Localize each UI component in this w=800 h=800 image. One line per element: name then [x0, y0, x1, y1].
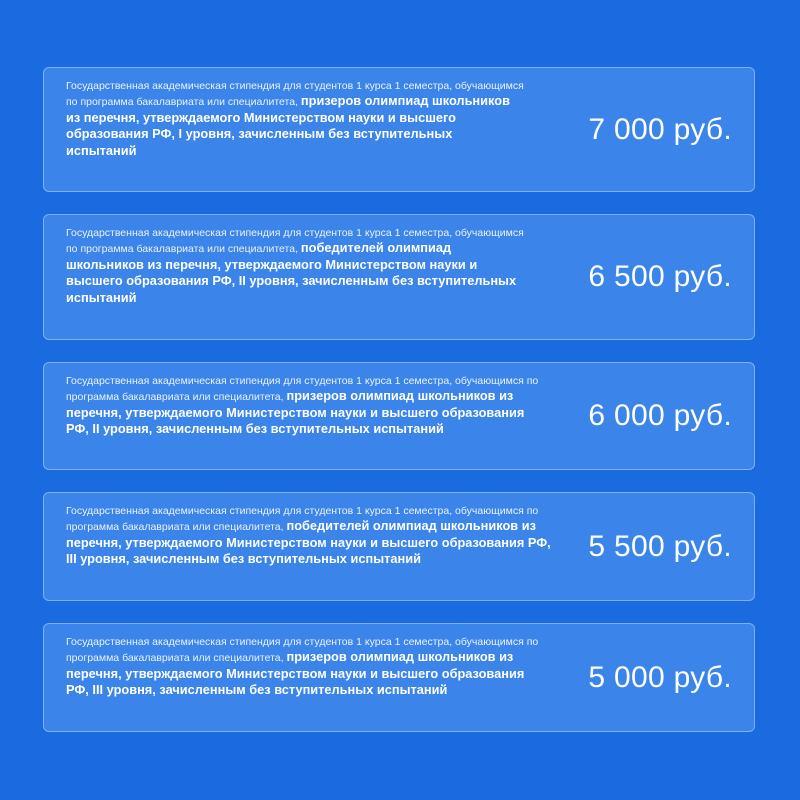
scholarship-description	[66, 227, 526, 306]
scholarship-description	[66, 375, 546, 438]
description-intro: Государственная академическая стипендия для студентов 1 курса 1 семестра, обучающимся по программа бакалавриата или специалитета,	[66, 80, 524, 108]
description-category: призеров олимпиад школьников из перечня, утверждаемого Министерством науки и высшего образования РФ, III уровня, зачисленным без вступительных испытаний	[66, 649, 525, 697]
scholarship-description	[66, 636, 546, 699]
scholarship-amount: 5 500 руб.	[588, 529, 732, 563]
scholarship-card	[43, 362, 755, 470]
description-category: победителей олимпиад школьников из перечня, утверждаемого Министерством науки и высшего образования РФ, III уровня, зачисленным без вступительных испытаний	[66, 518, 551, 566]
scholarship-amount: 6 500 руб.	[588, 260, 732, 293]
scholarship-amount: 7 000 руб.	[588, 112, 732, 146]
scholarship-card	[43, 492, 755, 601]
description-category: призеров олимпиад школьников из перечня, утверждаемого Министерством науки и высшего образования РФ, II уровня, зачисленным без вступительных испытаний	[66, 388, 525, 436]
scholarship-amount: 5 000 руб.	[588, 660, 732, 694]
description-category: победителей олимпиад школьников из перечня, утверждаемого Министерством науки и высшего образования РФ, II уровня, зачисленным без вступительных испытаний	[66, 240, 517, 305]
description-intro: Государственная академическая стипендия для студентов 1 курса 1 семестра, обучающимся по программа бакалавриата или специалитета,	[66, 505, 539, 533]
description-intro: Государственная академическая стипендия для студентов 1 курса 1 семестра, обучающимся по программа бакалавриата или специалитета,	[66, 636, 539, 664]
description-intro: Государственная академическая стипендия для студентов 1 курса 1 семестра, обучающимся по программа бакалавриата или специалитета,	[66, 227, 524, 255]
scholarship-card	[43, 623, 755, 732]
scholarship-description	[66, 505, 561, 568]
scholarship-card	[43, 67, 755, 192]
scholarship-amount: 6 000 руб.	[588, 399, 732, 432]
scholarship-description	[66, 80, 526, 159]
description-intro: Государственная академическая стипендия для студентов 1 курса 1 семестра, обучающимся по программа бакалавриата или специалитета,	[66, 375, 539, 403]
description-category: призеров олимпиад школьников из перечня, утверждаемого Министерством науки и высшего образования РФ, I уровня, зачисленным без вступительных испытаний	[66, 93, 510, 158]
scholarship-card	[43, 214, 755, 340]
